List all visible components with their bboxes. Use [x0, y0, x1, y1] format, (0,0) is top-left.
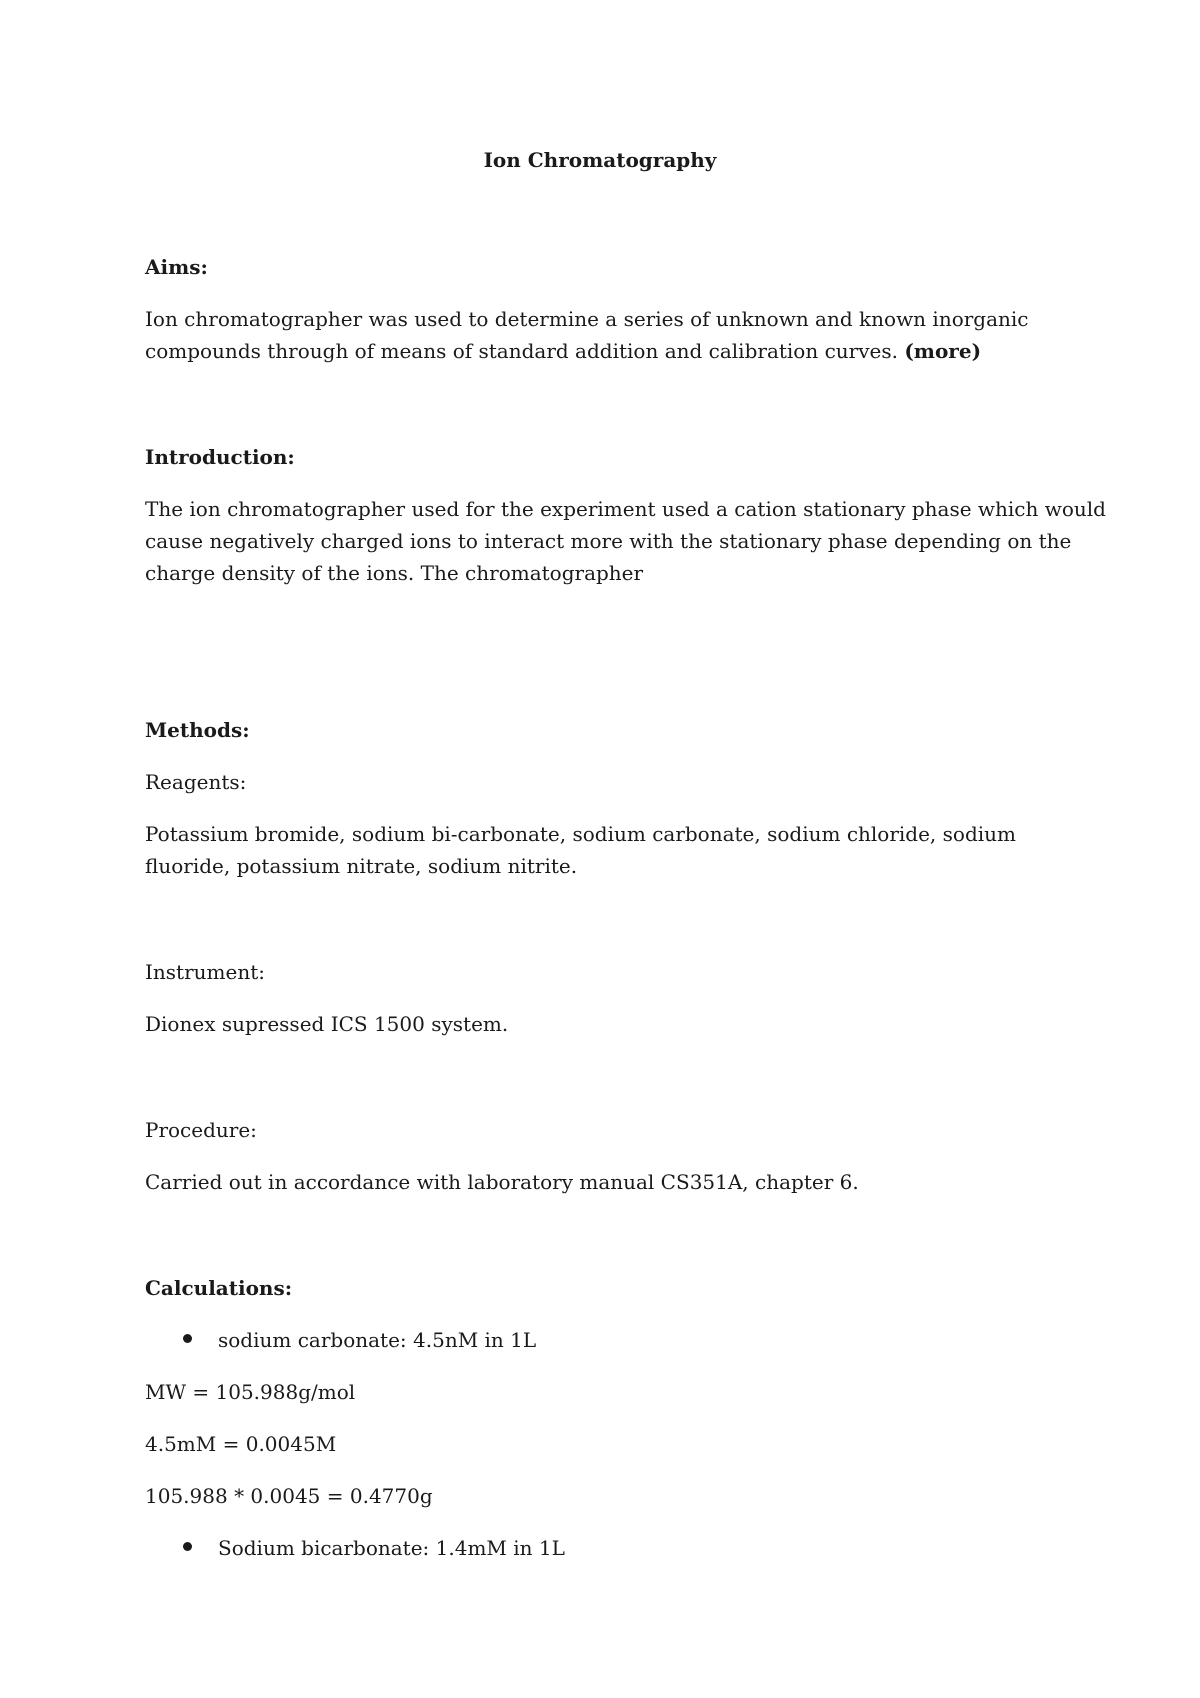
introduction-heading: Introduction: — [145, 445, 295, 469]
calc-bullet-sodium-bicarbonate: Sodium bicarbonate: 1.4mM in 1L — [218, 1536, 565, 1560]
reagents-label: Reagents: — [145, 770, 247, 794]
calculations-heading: Calculations: — [145, 1276, 293, 1300]
bullet-icon — [183, 1542, 192, 1551]
introduction-text-line-1: The ion chromatographer used for the experiment used a cation stationary phase which would — [145, 497, 1106, 521]
instrument-text: Dionex supressed ICS 1500 system. — [145, 1012, 509, 1036]
calc-mass: 105.988 * 0.0045 = 0.4770g — [145, 1484, 433, 1508]
reagents-text-line-1: Potassium bromide, sodium bi-carbonate, sodium carbonate, sodium chloride, sodium — [145, 822, 1016, 846]
introduction-text-line-2: cause negatively charged ions to interact more with the stationary phase depending on the — [145, 529, 1072, 553]
procedure-label: Procedure: — [145, 1118, 257, 1142]
reagents-text-line-2: fluoride, potassium nitrate, sodium nitrite. — [145, 854, 578, 878]
introduction-text-line-3: charge density of the ions. The chromatographer — [145, 561, 644, 585]
aims-heading: Aims: — [145, 255, 208, 279]
calc-mw: MW = 105.988g/mol — [145, 1380, 356, 1404]
aims-text-line-1: Ion chromatographer was used to determine a series of unknown and known inorganic — [145, 307, 1029, 331]
calc-conversion: 4.5mM = 0.0045M — [145, 1432, 337, 1456]
calc-bullet-sodium-carbonate: sodium carbonate: 4.5nM in 1L — [218, 1328, 537, 1352]
procedure-text: Carried out in accordance with laboratory manual CS351A, chapter 6. — [145, 1170, 859, 1194]
methods-heading: Methods: — [145, 718, 250, 742]
aims-text-line-2 — [145, 335, 981, 367]
aims-text-line-2-plain: compounds through of means of standard addition and calibration curves. — [145, 339, 905, 363]
more-note: (more) — [904, 339, 982, 363]
bullet-icon — [183, 1334, 192, 1343]
document-title: Ion Chromatography — [483, 148, 717, 172]
instrument-label: Instrument: — [145, 960, 265, 984]
